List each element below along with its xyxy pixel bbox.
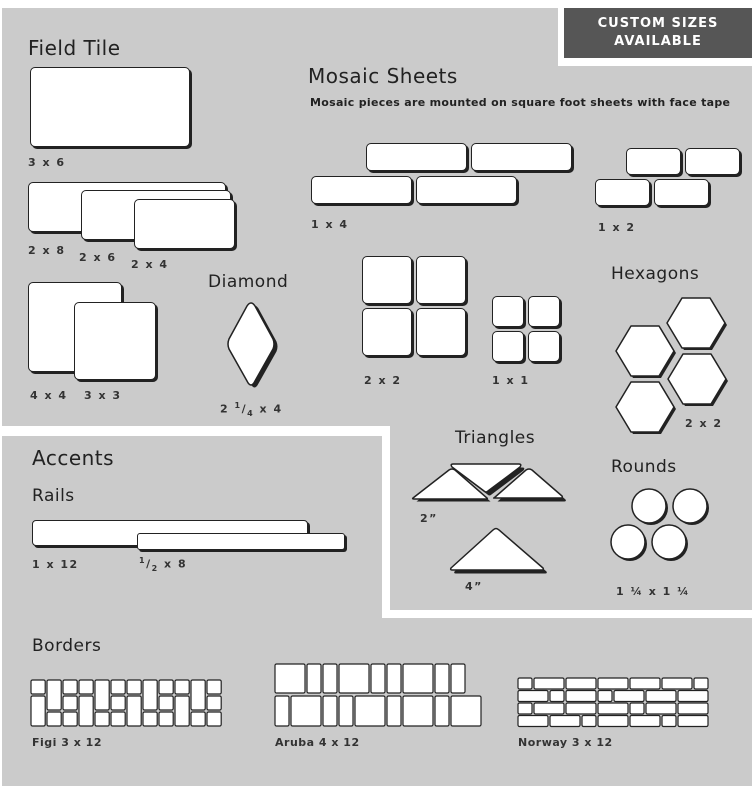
label-norway: Norway 3 x 12 [518, 736, 613, 749]
border-piece [63, 712, 77, 726]
mosaic-1x2-piece [626, 148, 681, 175]
border-piece [646, 703, 676, 714]
label-4x4: 4 x 4 [30, 389, 68, 402]
border-piece [435, 664, 449, 693]
border-piece [191, 680, 205, 710]
border-piece [207, 680, 221, 694]
border-piece [694, 678, 708, 689]
diamond-label-num: 1 [234, 401, 242, 410]
rail-label-den: 2 [151, 563, 159, 573]
label-triangle-large: 4” [465, 580, 483, 593]
border-piece [371, 664, 385, 693]
border-piece [630, 703, 644, 714]
border-piece [678, 703, 708, 714]
label-figi: Figi 3 x 12 [32, 736, 102, 749]
label-mosaic-1x4: 1 x 4 [311, 218, 349, 231]
border-piece [31, 696, 45, 726]
border-piece [159, 712, 173, 726]
diamond-label-whole: 2 [220, 402, 230, 416]
hexagons-title: Hexagons [611, 264, 700, 284]
rail-label-num: 1 [139, 556, 147, 565]
border-piece [63, 696, 77, 710]
badge-line-2: AVAILABLE [614, 34, 702, 49]
border-piece [435, 696, 449, 726]
mosaic-1x4-piece [416, 176, 517, 204]
border-piece [291, 696, 321, 726]
border-piece [630, 716, 660, 727]
border-piece [614, 691, 644, 702]
border-piece [191, 712, 205, 726]
border-figi [31, 680, 223, 728]
border-piece [451, 664, 465, 693]
border-piece [207, 712, 221, 726]
border-piece [550, 691, 564, 702]
round-piece [673, 489, 709, 525]
mosaic-top-panel [382, 8, 558, 66]
borders-title: Borders [32, 636, 102, 656]
border-piece [175, 680, 189, 694]
border-piece [31, 680, 45, 694]
border-piece [47, 712, 61, 726]
label-rounds: 1 ¼ x 1 ¼ [616, 585, 690, 598]
mosaic-2x2-piece [416, 308, 466, 356]
triangles-title: Triangles [455, 428, 536, 448]
border-piece [355, 696, 385, 726]
border-piece [127, 696, 141, 726]
diamond-tile-shape [224, 300, 280, 392]
rail-half-x8 [137, 533, 345, 550]
border-piece [79, 696, 93, 726]
border-piece [598, 691, 612, 702]
border-piece [518, 716, 548, 727]
border-piece [646, 691, 676, 702]
label-hexagons: 2 x 2 [685, 417, 723, 430]
border-piece [534, 703, 564, 714]
triangle-tile-large [446, 524, 550, 574]
triangle-piece [451, 529, 547, 574]
border-piece [143, 680, 157, 710]
border-piece [111, 680, 125, 694]
rail-label-rest: x 8 [158, 557, 188, 571]
field-tile-title: Field Tile [28, 36, 121, 60]
border-aruba [275, 664, 469, 728]
border-piece [323, 696, 337, 726]
border-piece [566, 703, 596, 714]
hexagon-piece [616, 326, 676, 378]
border-piece [518, 691, 548, 702]
border-piece [566, 678, 596, 689]
border-piece [598, 716, 628, 727]
mosaic-1x2-piece [654, 179, 709, 206]
border-piece [95, 712, 109, 726]
round-piece [652, 525, 688, 561]
label-mosaic-1x2: 1 x 2 [598, 221, 636, 234]
mosaic-1x1-piece [528, 331, 560, 362]
border-piece [63, 680, 77, 694]
border-piece [387, 696, 401, 726]
border-piece [159, 696, 173, 710]
border-piece [598, 678, 628, 689]
tile-2x4 [134, 199, 235, 249]
custom-sizes-badge [564, 8, 752, 58]
border-piece [582, 716, 596, 727]
label-rail-1x12: 1 x 12 [32, 558, 79, 571]
tile-3x3 [74, 302, 156, 380]
border-piece [95, 680, 109, 710]
border-norway [518, 678, 710, 728]
rails-title: Rails [32, 486, 75, 506]
border-piece [534, 678, 564, 689]
label-2x6: 2 x 6 [79, 251, 117, 264]
mosaic-2x2-piece [362, 256, 412, 304]
border-piece [159, 680, 173, 694]
border-piece [451, 696, 481, 726]
border-piece [387, 664, 401, 693]
mosaic-1x1-piece [528, 296, 560, 327]
mosaic-1x1-piece [492, 296, 524, 327]
border-piece [175, 696, 189, 726]
mosaic-note: Mosaic pieces are mounted on square foot sheets with face tape [310, 96, 731, 109]
label-triangle-small: 2” [420, 512, 438, 525]
border-piece [307, 664, 321, 693]
border-piece [127, 680, 141, 694]
label-2x8: 2 x 8 [28, 244, 66, 257]
label-3x6: 3 x 6 [28, 156, 66, 169]
label-mosaic-2x2: 2 x 2 [364, 374, 402, 387]
border-piece [143, 712, 157, 726]
tile-3x6 [30, 67, 190, 147]
border-piece [566, 691, 596, 702]
diamond-label-den: 4 [247, 408, 255, 418]
mosaic-1x2-piece [595, 179, 650, 206]
label-2x4: 2 x 4 [131, 258, 169, 271]
label-diamond: 2 $^1/_4$ x 4 [220, 401, 283, 418]
mosaic-2x2-piece [416, 256, 466, 304]
border-piece [111, 696, 125, 710]
label-3x3: 3 x 3 [84, 389, 122, 402]
round-piece [632, 489, 668, 525]
label-rail-half-x8: $^1/_2$ x 8 [139, 556, 188, 573]
label-aruba: Aruba 4 x 12 [275, 736, 360, 749]
border-piece [339, 664, 369, 693]
mosaic-title: Mosaic Sheets [308, 64, 458, 88]
badge-line-1: CUSTOM SIZES [597, 16, 719, 31]
border-piece [323, 664, 337, 693]
border-piece [662, 716, 676, 727]
mosaic-1x4-piece [366, 143, 467, 171]
label-mosaic-1x1: 1 x 1 [492, 374, 530, 387]
mosaic-1x1-piece [492, 331, 524, 362]
mosaic-1x4-piece [311, 176, 412, 204]
triangle-tiles-small [408, 460, 568, 508]
border-piece [662, 678, 692, 689]
diamond-title: Diamond [208, 272, 289, 292]
border-piece [598, 703, 628, 714]
border-piece [275, 696, 289, 726]
border-piece [79, 680, 93, 694]
border-piece [678, 716, 708, 727]
round-piece [611, 525, 647, 561]
diamond-label-rest: x 4 [254, 402, 283, 416]
accents-title: Accents [32, 446, 115, 470]
hexagon-piece [667, 298, 727, 350]
border-piece [550, 716, 580, 727]
border-piece [518, 703, 532, 714]
round-tiles [606, 488, 716, 568]
rounds-title: Rounds [611, 457, 677, 477]
mosaic-2x2-piece [362, 308, 412, 356]
hexagon-piece [616, 382, 676, 434]
border-piece [275, 664, 305, 693]
border-piece [403, 664, 433, 693]
border-piece [111, 712, 125, 726]
hexagon-piece [668, 354, 728, 406]
border-piece [630, 678, 660, 689]
mosaic-1x2-piece [685, 148, 740, 175]
border-piece [339, 696, 353, 726]
border-piece [47, 680, 61, 710]
mosaic-1x4-piece [471, 143, 572, 171]
border-piece [518, 678, 532, 689]
border-piece [207, 696, 221, 710]
border-piece [678, 691, 708, 702]
border-piece [403, 696, 433, 726]
